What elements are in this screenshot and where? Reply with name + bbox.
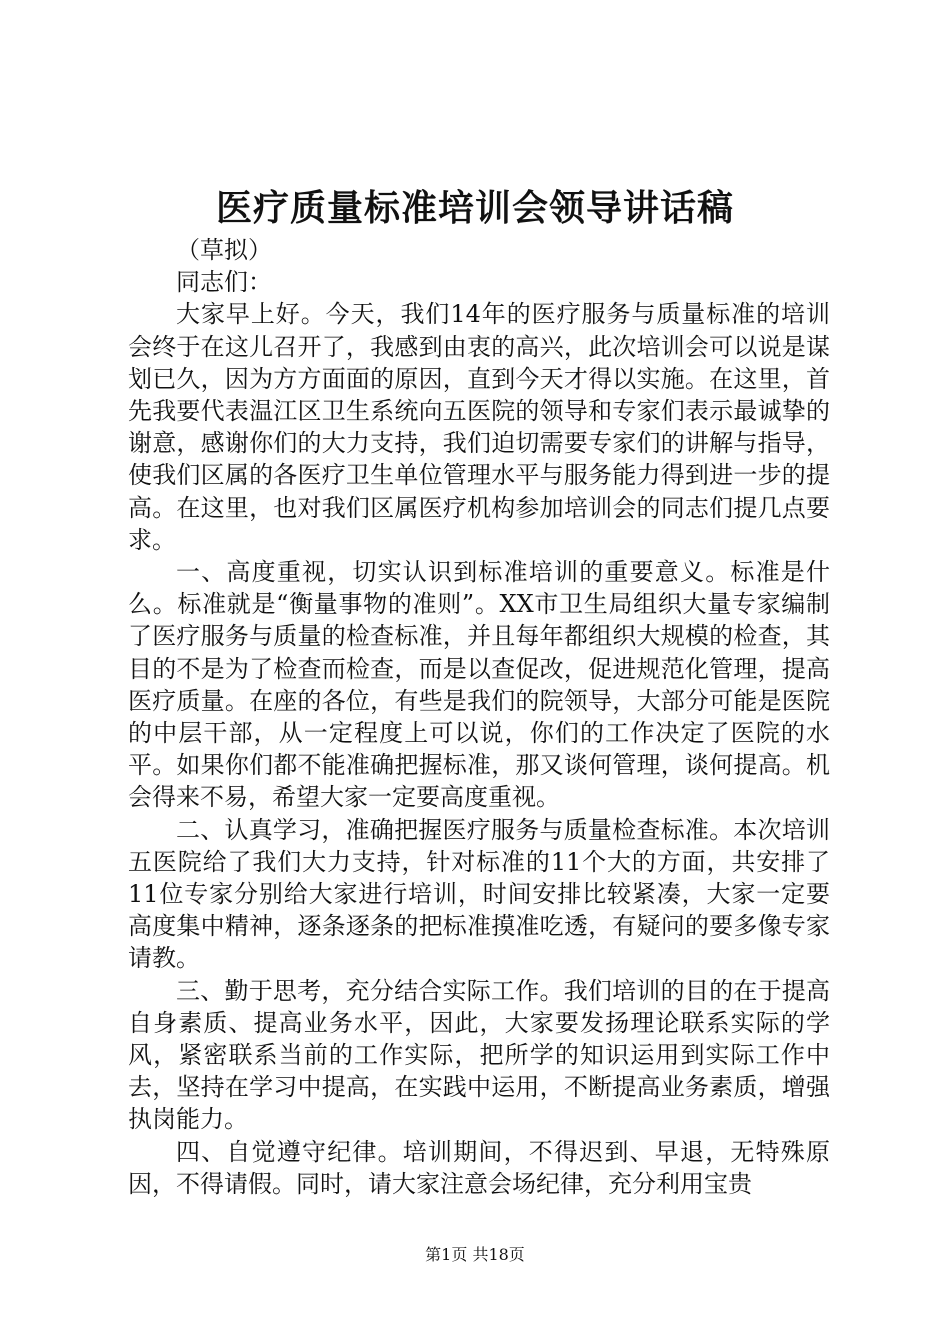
paragraph-point-1: 一、高度重视，切实认识到标准培训的重要意义。标准是什么。标准就是“衡量事物的准则”。XX市卫生局组织大量专家编制了医疗服务与质量的检查标准，并且每年都组织大规模的检查，其目的不是为了检查而检查，而是以查促改，促进规范化管理，提高医疗质量。在座的各位，有些是我们的院领导，大部分可能是医院的中层干部，从一定程度上可以说，你们的工作决定了医院的水平。如果你们都不能准确把握标准，那又谈何管理，谈何提高。机会得来不易，希望大家一定要高度重视。 — [128, 558, 830, 812]
paragraph-point-4: 四、自觉遵守纪律。培训期间，不得迟到、早退，无特殊原因，不得请假。同时，请大家注意会场纪律，充分利用宝贵 — [128, 1137, 830, 1198]
page-number-footer: 第1页 共18页 — [425, 1245, 525, 1264]
subtitle: （草拟） — [176, 236, 272, 264]
paragraph-point-2: 二、认真学习，准确把握医疗服务与质量检查标准。本次培训五医院给了我们大力支持，针对标准的11个大的方面，共安排了11位专家分别给大家进行培训，时间安排比较紧凑，大家一定要高度集中精神，逐条逐条的把标准摸准吃透，有疑问的要多像专家请教。 — [128, 815, 830, 973]
salutation: 同志们： — [176, 268, 272, 297]
document-title: 医疗质量标准培训会领导讲话稿 — [215, 187, 734, 229]
paragraph-point-3: 三、勤于思考，充分结合实际工作。我们培训的目的在于提高自身素质、提高业务水平，因此，大家要发扬理论联系实际的学风，紧密联系当前的工作实际，把所学的知识运用到实际工作中去，坚持在学习中提高，在实践中运用，不断提高业务素质，增强执岗能力。 — [128, 976, 830, 1134]
paragraph-intro: 大家早上好。今天，我们14年的医疗服务与质量标准的培训会终于在这儿召开了，我感到由衷的高兴，此次培训会可以说是谋划已久，因为方方面面的原因，直到今天才得以实施。在这里，首先我要代表温江区卫生系统向五医院的领导和专家们表示最诚挚的谢意，感谢你们的大力支持，我们迫切需要专家们的讲解与指导，使我们区属的各医疗卫生单位管理水平与服务能力得到进一步的提高。在这里，也对我们区属医疗机构参加培训会的同志们提几点要求。 — [128, 300, 830, 554]
document-body — [128, 234, 830, 1200]
